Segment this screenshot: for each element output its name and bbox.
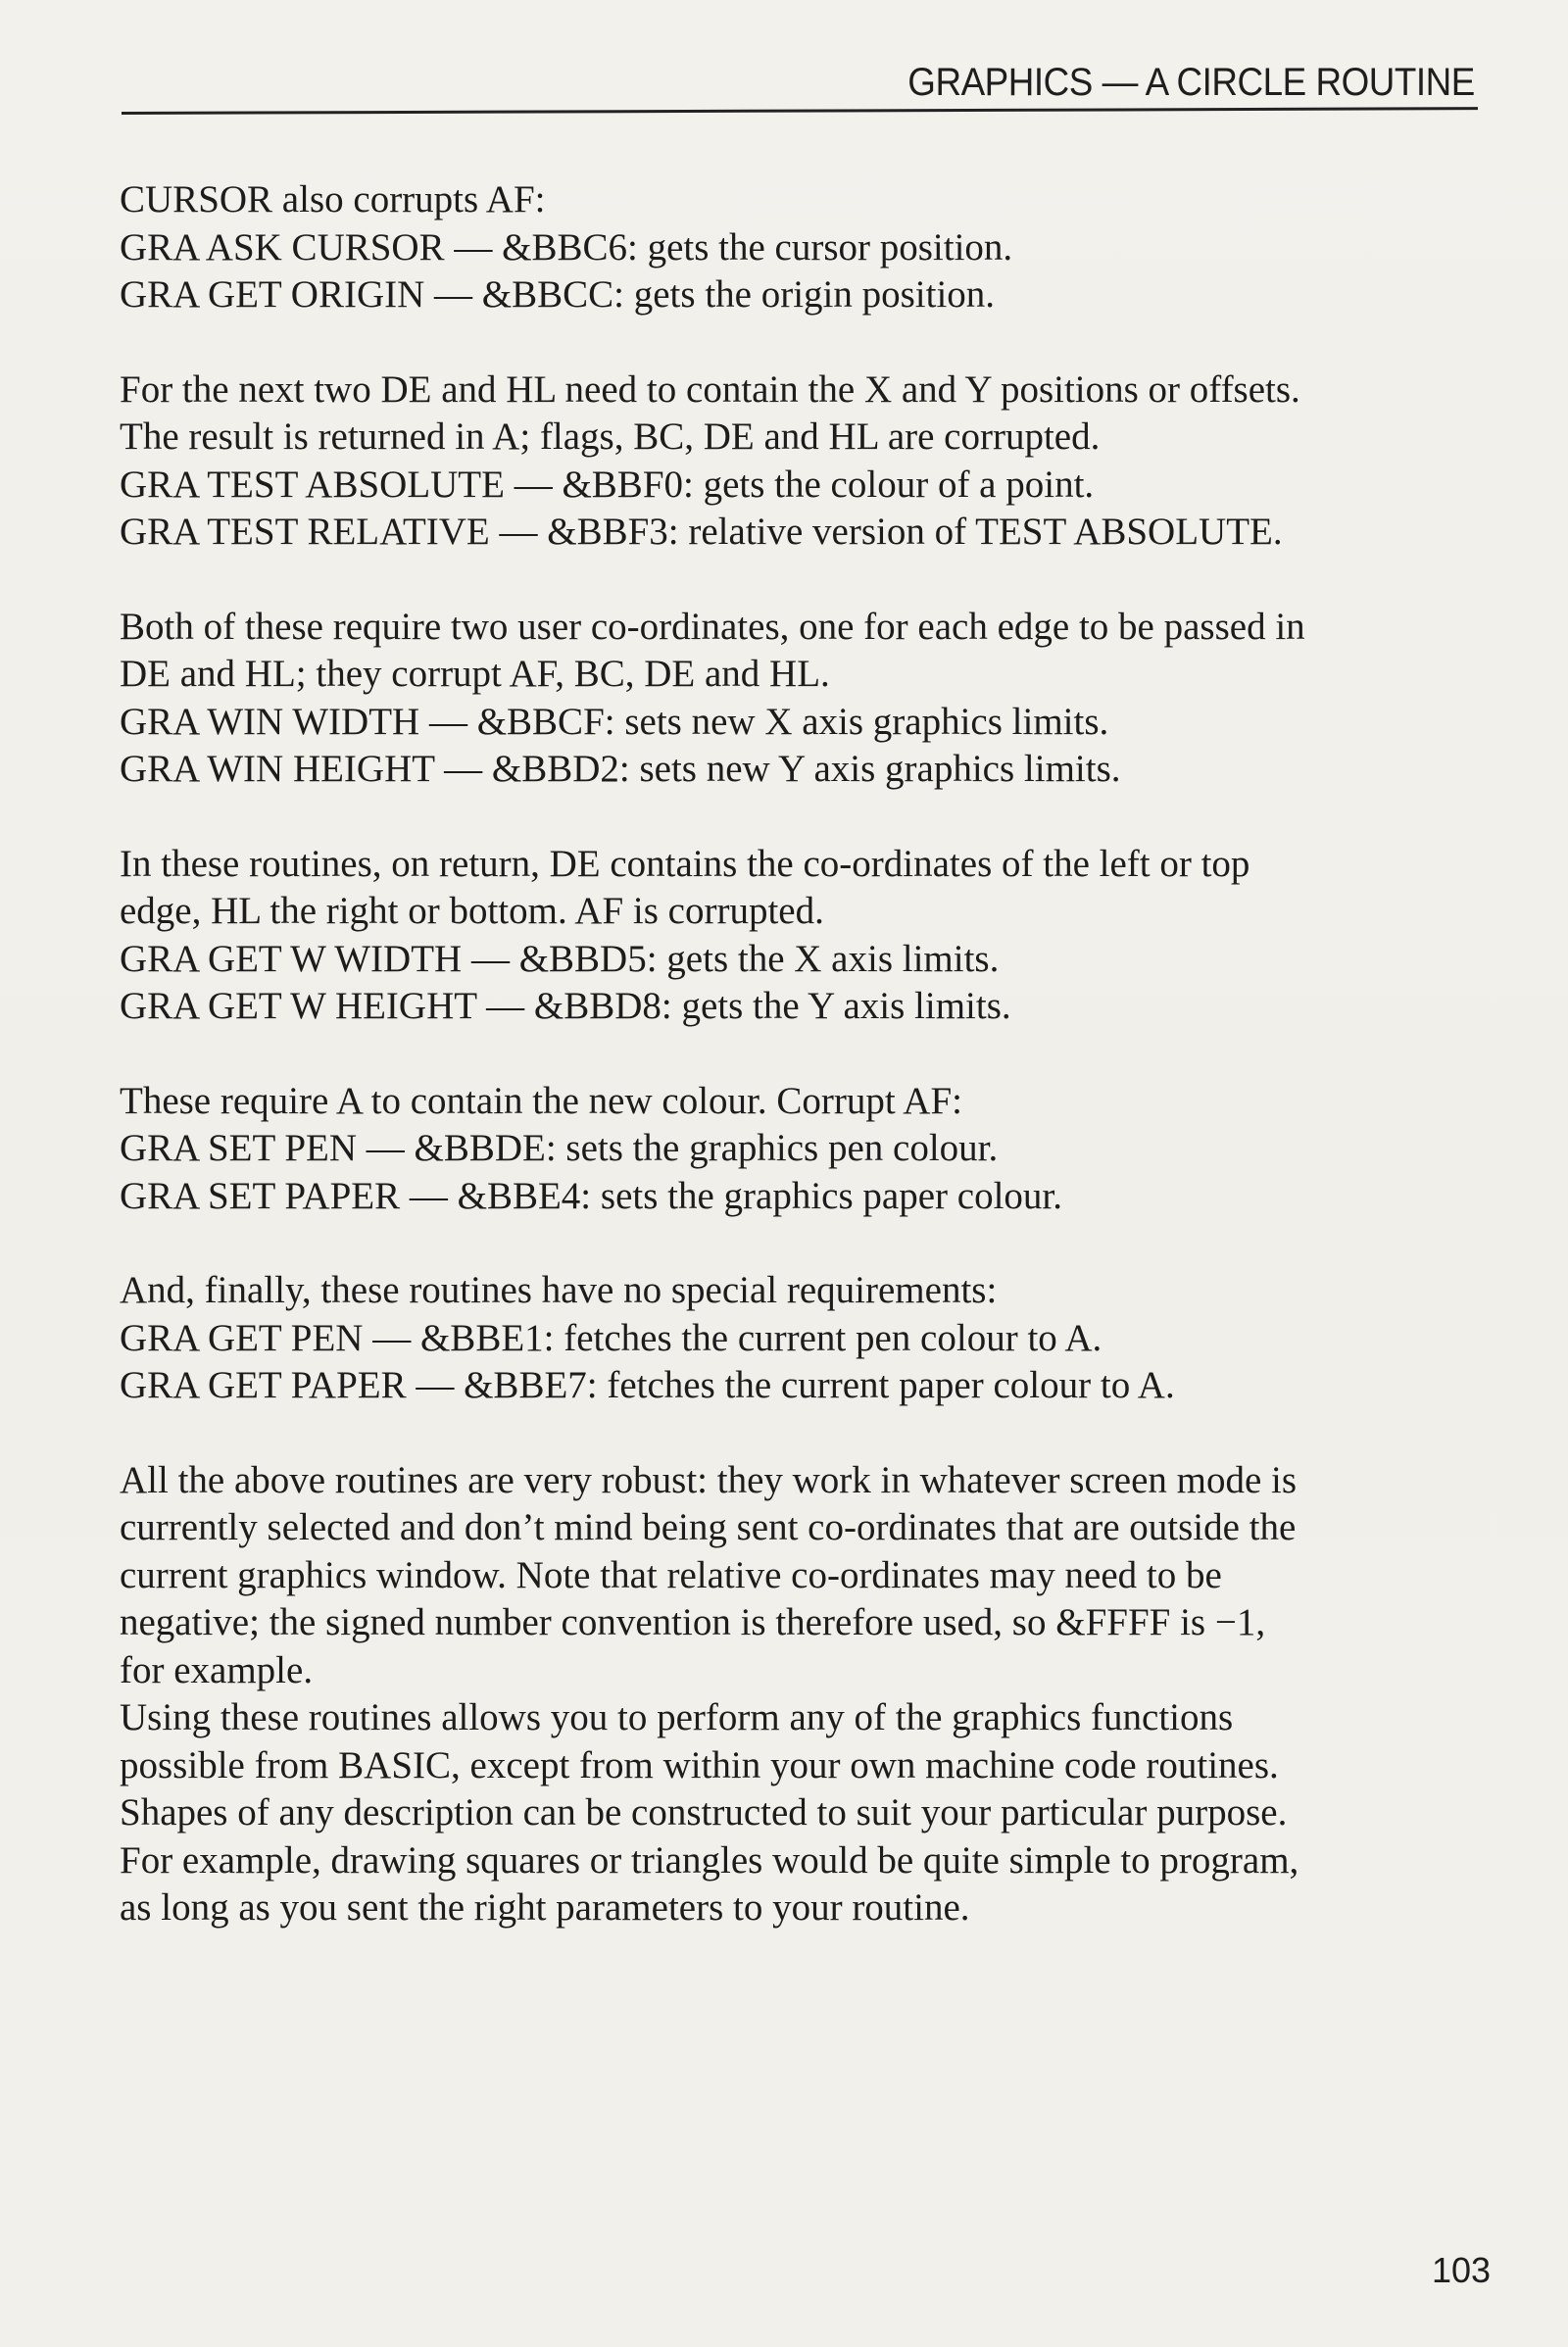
text-line: For example, drawing squares or triangles would be quite simple to program,: [120, 1838, 1299, 1882]
text-line: In these routines, on return, DE contains the co-ordinates of the left or top: [120, 842, 1250, 885]
text-line: negative; the signed number convention is therefore used, so &FFFF is −1,: [120, 1601, 1266, 1643]
routine-entry: GRA ASK CURSOR — &BBC6: gets the cursor position.: [120, 225, 1013, 269]
routine-entry: GRA GET W WIDTH — &BBD5: gets the X axis limits.: [120, 937, 1000, 980]
text-line: Using these routines allows you to perform any of the graphics functions: [120, 1696, 1234, 1738]
paragraph-summary: [120, 1457, 1482, 1932]
text-line: And, finally, these routines have no special requirements:: [120, 1269, 998, 1311]
text-line: The result is returned in A; flags, BC, DE and HL are corrupted.: [120, 416, 1101, 458]
routine-entry: GRA WIN WIDTH — &BBCF: sets new X axis graphics limits.: [120, 700, 1109, 743]
paragraph-cursor-routines: [120, 176, 1482, 319]
text-line: for example.: [120, 1648, 314, 1691]
routine-entry: GRA TEST RELATIVE — &BBF3: relative version of TEST ABSOLUTE.: [120, 511, 1283, 553]
paragraph-get-colour-routines: [120, 1267, 1482, 1410]
text-line: current graphics window. Note that relative co-ordinates may need to be: [120, 1553, 1222, 1596]
paragraph-window-routines: [120, 604, 1482, 794]
routine-entry: GRA GET W HEIGHT — &BBD8: gets the Y axis limits.: [120, 985, 1011, 1027]
body-text: [120, 176, 1482, 1980]
running-header-title: GRAPHICS — A CIRCLE ROUTINE: [907, 61, 1475, 104]
text-line: Both of these require two user co-ordinates, one for each edge to be passed in: [120, 605, 1305, 648]
text-line: DE and HL; they corrupt AF, BC, DE and HL.: [120, 653, 830, 695]
header-rule: [122, 107, 1478, 115]
paragraph-test-routines: [120, 367, 1482, 557]
routine-entry: GRA TEST ABSOLUTE — &BBF0: gets the colour of a point.: [120, 463, 1095, 506]
text-line: These require A to contain the new colour. Corrupt AF:: [120, 1079, 962, 1122]
routine-entry: GRA GET PEN — &BBE1: fetches the current pen colour to A.: [120, 1316, 1102, 1359]
paragraph-set-colour-routines: [120, 1078, 1482, 1221]
routine-entry: GRA GET ORIGIN — &BBCC: gets the origin position.: [120, 273, 996, 316]
text-line: currently selected and don’t mind being sent co-ordinates that are outside the: [120, 1506, 1297, 1548]
text-line: All the above routines are very robust: they work in whatever screen mode is: [120, 1458, 1298, 1501]
routine-entry: GRA SET PAPER — &BBE4: sets the graphics paper colour.: [120, 1174, 1062, 1217]
routine-entry: GRA SET PEN — &BBDE: sets the graphics pen colour.: [120, 1127, 999, 1169]
text-line: edge, HL the right or bottom. AF is corrupted.: [120, 890, 824, 932]
text-line: For the next two DE and HL need to contain the X and Y positions or offsets.: [120, 367, 1300, 411]
text-line: Shapes of any description can be constructed to suit your particular purpose.: [120, 1791, 1288, 1834]
text-line: CURSOR also corrupts AF:: [120, 178, 546, 220]
paragraph-get-window-routines: [120, 841, 1482, 1031]
text-line: as long as you sent the right parameters to your routine.: [120, 1886, 970, 1929]
routine-entry: GRA GET PAPER — &BBE7: fetches the current paper colour to A.: [120, 1364, 1175, 1406]
page-number: 103: [1432, 2250, 1492, 2290]
text-line: possible from BASIC, except from within your own machine code routines.: [120, 1743, 1279, 1786]
routine-entry: GRA WIN HEIGHT — &BBD2: sets new Y axis graphics limits.: [120, 748, 1121, 790]
